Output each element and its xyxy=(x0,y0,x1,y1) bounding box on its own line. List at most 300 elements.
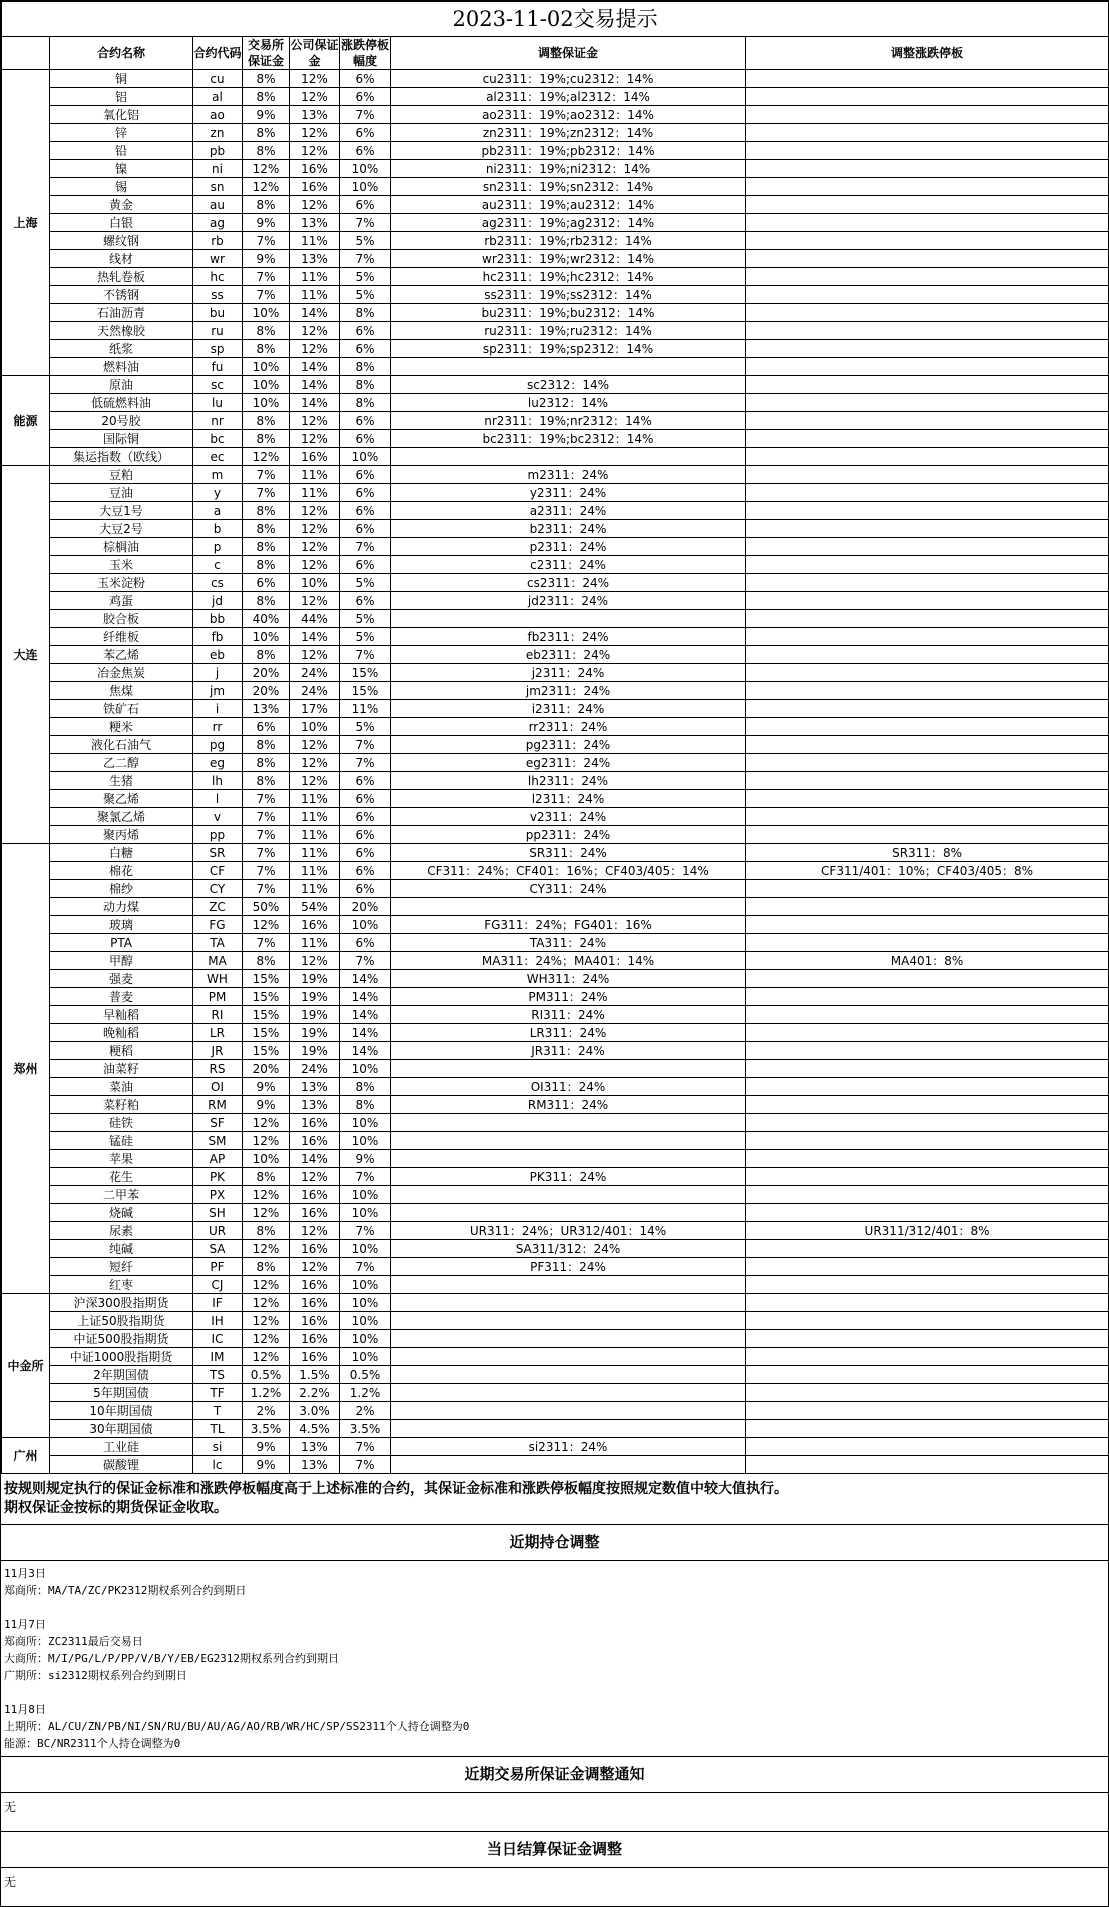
contract-name-cell: 上证50股指期货 xyxy=(50,1312,193,1330)
adjust-limit-cell xyxy=(746,718,1109,736)
adjust-limit-cell xyxy=(746,520,1109,538)
adjust-margin-cell: PF311：24% xyxy=(391,1258,746,1276)
table-row xyxy=(2,1420,1109,1438)
contract-code-cell: IF xyxy=(193,1294,243,1312)
contract-code-cell: OI xyxy=(193,1078,243,1096)
contract-name-cell: 玉米 xyxy=(50,556,193,574)
exchange-margin-cell: 8% xyxy=(243,142,290,160)
adjust-limit-cell xyxy=(746,1006,1109,1024)
limit-cell: 7% xyxy=(340,736,391,754)
table-row xyxy=(2,1114,1109,1132)
limit-cell: 14% xyxy=(340,988,391,1006)
company-margin-cell: 16% xyxy=(290,1348,340,1366)
company-margin-cell: 12% xyxy=(290,124,340,142)
table-row xyxy=(2,1240,1109,1258)
contract-code-cell: MA xyxy=(193,952,243,970)
exchange-margin-cell: 7% xyxy=(243,880,290,898)
exchange-margin-cell: 9% xyxy=(243,1078,290,1096)
exchange-margin-cell: 12% xyxy=(243,1114,290,1132)
company-margin-cell: 16% xyxy=(290,1114,340,1132)
table-row xyxy=(2,1276,1109,1294)
contract-name-cell: 沪深300股指期货 xyxy=(50,1294,193,1312)
company-margin-cell: 13% xyxy=(290,1096,340,1114)
exchange-margin-cell: 12% xyxy=(243,1204,290,1222)
table-row xyxy=(2,124,1109,142)
table-row xyxy=(2,1132,1109,1150)
exchange-margin-cell: 15% xyxy=(243,1042,290,1060)
adjust-margin-cell: PK311：24% xyxy=(391,1168,746,1186)
table-row xyxy=(2,538,1109,556)
limit-cell: 6% xyxy=(340,880,391,898)
table-row xyxy=(2,556,1109,574)
company-margin-cell: 19% xyxy=(290,988,340,1006)
adjust-limit-cell xyxy=(746,286,1109,304)
company-margin-cell: 44% xyxy=(290,610,340,628)
contract-code-cell: ru xyxy=(193,322,243,340)
adjust-margin-cell: RI311：24% xyxy=(391,1006,746,1024)
adjust-limit-cell xyxy=(746,916,1109,934)
table-row xyxy=(2,358,1109,376)
limit-cell: 10% xyxy=(340,160,391,178)
adjust-margin-cell: jd2311：24% xyxy=(391,592,746,610)
adjust-margin-cell: lu2312：14% xyxy=(391,394,746,412)
adjust-margin-cell: LR311：24% xyxy=(391,1024,746,1042)
table-row xyxy=(2,790,1109,808)
contract-code-cell: RI xyxy=(193,1006,243,1024)
contract-name-cell: 甲醇 xyxy=(50,952,193,970)
exchange-margin-cell: 8% xyxy=(243,556,290,574)
contract-code-cell: eb xyxy=(193,646,243,664)
table-row xyxy=(2,574,1109,592)
table-row xyxy=(2,736,1109,754)
company-margin-cell: 14% xyxy=(290,376,340,394)
adjust-limit-cell xyxy=(746,1024,1109,1042)
company-margin-cell: 12% xyxy=(290,772,340,790)
adjust-margin-cell: al2311：19%;al2312：14% xyxy=(391,88,746,106)
exchange-margin-cell: 9% xyxy=(243,1096,290,1114)
adjust-margin-cell: rb2311：19%;rb2312：14% xyxy=(391,232,746,250)
adjust-limit-cell xyxy=(746,682,1109,700)
exchange-margin-cell: 8% xyxy=(243,340,290,358)
adjust-margin-cell: RM311：24% xyxy=(391,1096,746,1114)
contract-name-cell: 螺纹钢 xyxy=(50,232,193,250)
table-row xyxy=(2,682,1109,700)
exchange-margin-cell: 0.5% xyxy=(243,1366,290,1384)
adjust-limit-cell xyxy=(746,70,1109,88)
company-margin-cell: 11% xyxy=(290,484,340,502)
contract-code-cell: sc xyxy=(193,376,243,394)
contract-name-cell: 棕榈油 xyxy=(50,538,193,556)
adjust-margin-cell xyxy=(391,1384,746,1402)
contract-name-cell: 原油 xyxy=(50,376,193,394)
exchange-margin-cell: 9% xyxy=(243,214,290,232)
contract-name-cell: 粳稻 xyxy=(50,1042,193,1060)
adjust-margin-cell: cs2311：24% xyxy=(391,574,746,592)
contract-name-cell: 二甲苯 xyxy=(50,1186,193,1204)
table-row xyxy=(2,1366,1109,1384)
table-row xyxy=(2,1312,1109,1330)
adjust-limit-cell xyxy=(746,1276,1109,1294)
company-margin-cell: 11% xyxy=(290,844,340,862)
company-margin-cell: 16% xyxy=(290,160,340,178)
company-margin-cell: 4.5% xyxy=(290,1420,340,1438)
company-margin-cell: 14% xyxy=(290,304,340,322)
company-margin-cell: 16% xyxy=(290,1294,340,1312)
exchange-margin-cell: 8% xyxy=(243,538,290,556)
contract-name-cell: 花生 xyxy=(50,1168,193,1186)
company-margin-cell: 12% xyxy=(290,142,340,160)
contract-name-cell: 热轧卷板 xyxy=(50,268,193,286)
company-margin-cell: 19% xyxy=(290,1042,340,1060)
contract-name-cell: 油菜籽 xyxy=(50,1060,193,1078)
rule-note-line-2: 期权保证金按标的期货保证金收取。 xyxy=(4,1500,228,1516)
adjust-margin-cell: CY311：24% xyxy=(391,880,746,898)
adjust-margin-cell: sp2311：19%;sp2312：14% xyxy=(391,340,746,358)
adjust-margin-cell: p2311：24% xyxy=(391,538,746,556)
adjust-limit-cell xyxy=(746,1240,1109,1258)
table-row xyxy=(2,88,1109,106)
limit-cell: 6% xyxy=(340,592,391,610)
adjust-margin-cell: au2311：19%;au2312：14% xyxy=(391,196,746,214)
adjust-limit-cell xyxy=(746,448,1109,466)
contract-name-cell: 红枣 xyxy=(50,1276,193,1294)
adjust-limit-cell xyxy=(746,1096,1109,1114)
adjust-limit-cell xyxy=(746,826,1109,844)
adjust-limit-cell xyxy=(746,358,1109,376)
limit-cell: 10% xyxy=(340,1186,391,1204)
contract-code-cell: PX xyxy=(193,1186,243,1204)
table-header-row xyxy=(2,37,1109,70)
contract-code-cell: au xyxy=(193,196,243,214)
company-margin-cell: 12% xyxy=(290,952,340,970)
exchange-group-label: 能源 xyxy=(2,376,50,466)
adjust-margin-cell: JR311：24% xyxy=(391,1042,746,1060)
adjust-margin-cell: cu2311：19%;cu2312：14% xyxy=(391,70,746,88)
adjust-limit-cell xyxy=(746,1114,1109,1132)
contract-name-cell: 聚氯乙烯 xyxy=(50,808,193,826)
contract-name-cell: 燃料油 xyxy=(50,358,193,376)
table-row xyxy=(2,1348,1109,1366)
adjust-limit-cell xyxy=(746,1078,1109,1096)
adjust-margin-cell xyxy=(391,1294,746,1312)
company-margin-cell: 12% xyxy=(290,556,340,574)
contract-name-cell: 晚籼稻 xyxy=(50,1024,193,1042)
company-margin-cell: 11% xyxy=(290,232,340,250)
limit-cell: 6% xyxy=(340,430,391,448)
exchange-margin-cell: 7% xyxy=(243,466,290,484)
company-margin-cell: 12% xyxy=(290,322,340,340)
contract-name-cell: 工业硅 xyxy=(50,1438,193,1456)
company-margin-cell: 12% xyxy=(290,520,340,538)
limit-cell: 5% xyxy=(340,232,391,250)
limit-cell: 8% xyxy=(340,394,391,412)
exchange-margin-cell: 20% xyxy=(243,682,290,700)
exchange-margin-cell: 8% xyxy=(243,520,290,538)
contract-name-cell: 大豆1号 xyxy=(50,502,193,520)
exchange-margin-cell: 7% xyxy=(243,826,290,844)
company-margin-cell: 2.2% xyxy=(290,1384,340,1402)
header-adjust-margin: 调整保证金 xyxy=(391,37,746,70)
table-row xyxy=(2,934,1109,952)
adjust-limit-cell xyxy=(746,502,1109,520)
company-margin-cell: 24% xyxy=(290,1060,340,1078)
contract-code-cell: RS xyxy=(193,1060,243,1078)
contract-code-cell: cu xyxy=(193,70,243,88)
table-row xyxy=(2,592,1109,610)
table-row xyxy=(2,376,1109,394)
table-row xyxy=(2,1204,1109,1222)
adjust-margin-cell xyxy=(391,1330,746,1348)
adjust-margin-cell: ao2311：19%;ao2312：14% xyxy=(391,106,746,124)
limit-cell: 7% xyxy=(340,1438,391,1456)
company-margin-cell: 12% xyxy=(290,88,340,106)
contract-name-cell: 豆粕 xyxy=(50,466,193,484)
table-row xyxy=(2,160,1109,178)
limit-cell: 7% xyxy=(340,106,391,124)
contract-code-cell: p xyxy=(193,538,243,556)
adjust-margin-cell xyxy=(391,1420,746,1438)
company-margin-cell: 16% xyxy=(290,1240,340,1258)
table-row xyxy=(2,232,1109,250)
adjust-limit-cell: CF311/401：10%；CF403/405：8% xyxy=(746,862,1109,880)
exchange-margin-cell: 7% xyxy=(243,790,290,808)
company-margin-cell: 13% xyxy=(290,214,340,232)
adjust-margin-cell: sn2311：19%;sn2312：14% xyxy=(391,178,746,196)
contract-code-cell: T xyxy=(193,1402,243,1420)
adjust-limit-cell xyxy=(746,1042,1109,1060)
table-row xyxy=(2,70,1109,88)
company-margin-cell: 13% xyxy=(290,1078,340,1096)
contract-name-cell: 集运指数（欧线） xyxy=(50,448,193,466)
adjust-margin-cell: UR311：24%；UR312/401：14% xyxy=(391,1222,746,1240)
limit-cell: 20% xyxy=(340,898,391,916)
table-row xyxy=(2,754,1109,772)
table-row xyxy=(2,898,1109,916)
limit-cell: 6% xyxy=(340,340,391,358)
adjust-limit-cell xyxy=(746,1294,1109,1312)
contract-name-cell: 线材 xyxy=(50,250,193,268)
contract-code-cell: jd xyxy=(193,592,243,610)
limit-cell: 7% xyxy=(340,1222,391,1240)
adjust-margin-cell xyxy=(391,358,746,376)
company-margin-cell: 16% xyxy=(290,916,340,934)
table-row xyxy=(2,826,1109,844)
limit-cell: 7% xyxy=(340,1168,391,1186)
adjust-limit-cell xyxy=(746,412,1109,430)
company-margin-cell: 1.5% xyxy=(290,1366,340,1384)
exchange-margin-cell: 8% xyxy=(243,772,290,790)
contract-name-cell: 国际铜 xyxy=(50,430,193,448)
adjust-margin-cell: rr2311：24% xyxy=(391,718,746,736)
adjust-margin-cell: y2311：24% xyxy=(391,484,746,502)
table-row xyxy=(2,664,1109,682)
adjust-limit-cell xyxy=(746,322,1109,340)
position-adjust-line: 上期所：AL/CU/ZN/PB/NI/SN/RU/BU/AU/AG/AO/RB/WR/HC/SP/SS2311个人持仓调整为0 xyxy=(4,1720,470,1733)
contract-name-cell: PTA xyxy=(50,934,193,952)
contract-name-cell: 中证500股指期货 xyxy=(50,1330,193,1348)
contract-name-cell: 棉纱 xyxy=(50,880,193,898)
table-row xyxy=(2,250,1109,268)
adjust-limit-cell xyxy=(746,880,1109,898)
exchange-margin-cell: 15% xyxy=(243,970,290,988)
company-margin-cell: 19% xyxy=(290,1006,340,1024)
adjust-limit-cell xyxy=(746,610,1109,628)
adjust-margin-cell xyxy=(391,610,746,628)
adjust-limit-cell xyxy=(746,340,1109,358)
contract-code-cell: ao xyxy=(193,106,243,124)
exchange-margin-cell: 15% xyxy=(243,988,290,1006)
limit-cell: 14% xyxy=(340,1042,391,1060)
adjust-margin-cell xyxy=(391,1060,746,1078)
adjust-margin-cell xyxy=(391,1312,746,1330)
limit-cell: 5% xyxy=(340,628,391,646)
adjust-limit-cell xyxy=(746,484,1109,502)
position-adjust-date: 11月8日 xyxy=(4,1703,46,1716)
limit-cell: 6% xyxy=(340,412,391,430)
limit-cell: 6% xyxy=(340,196,391,214)
contract-code-cell: lh xyxy=(193,772,243,790)
contract-name-cell: 纯碱 xyxy=(50,1240,193,1258)
header-limit: 涨跌停板幅度 xyxy=(340,38,389,68)
contract-code-cell: TS xyxy=(193,1366,243,1384)
table-row xyxy=(2,1294,1109,1312)
contract-name-cell: 烧碱 xyxy=(50,1204,193,1222)
contract-code-cell: lc xyxy=(193,1456,243,1474)
company-margin-cell: 11% xyxy=(290,934,340,952)
table-row xyxy=(2,142,1109,160)
contract-code-cell: UR xyxy=(193,1222,243,1240)
adjust-limit-cell xyxy=(746,1438,1109,1456)
company-margin-cell: 3.0% xyxy=(290,1402,340,1420)
settlement-margin-title: 当日结算保证金调整 xyxy=(1,1832,1108,1868)
table-row xyxy=(2,196,1109,214)
company-margin-cell: 12% xyxy=(290,1222,340,1240)
contract-code-cell: IC xyxy=(193,1330,243,1348)
table-row xyxy=(2,1330,1109,1348)
adjust-margin-cell: SA311/312：24% xyxy=(391,1240,746,1258)
table-row xyxy=(2,304,1109,322)
exchange-margin-cell: 12% xyxy=(243,1186,290,1204)
limit-cell: 5% xyxy=(340,718,391,736)
header-exchange xyxy=(2,37,50,70)
contract-code-cell: JR xyxy=(193,1042,243,1060)
limit-cell: 8% xyxy=(340,358,391,376)
adjust-margin-cell: eg2311：24% xyxy=(391,754,746,772)
adjust-margin-cell: OI311：24% xyxy=(391,1078,746,1096)
exchange-margin-cell: 7% xyxy=(243,862,290,880)
contract-code-cell: v xyxy=(193,808,243,826)
exchange-margin-cell: 8% xyxy=(243,1258,290,1276)
table-row xyxy=(2,1222,1109,1240)
company-margin-cell: 14% xyxy=(290,358,340,376)
contract-code-cell: IH xyxy=(193,1312,243,1330)
exchange-margin-cell: 8% xyxy=(243,430,290,448)
company-margin-cell: 14% xyxy=(290,394,340,412)
table-row xyxy=(2,718,1109,736)
table-row xyxy=(2,1168,1109,1186)
adjust-margin-cell xyxy=(391,1186,746,1204)
adjust-limit-cell xyxy=(746,214,1109,232)
contract-name-cell: 聚乙烯 xyxy=(50,790,193,808)
company-margin-cell: 11% xyxy=(290,808,340,826)
limit-cell: 6% xyxy=(340,88,391,106)
limit-cell: 1.2% xyxy=(340,1384,391,1402)
adjust-margin-cell: m2311：24% xyxy=(391,466,746,484)
company-margin-cell: 54% xyxy=(290,898,340,916)
exchange-margin-cell: 13% xyxy=(243,700,290,718)
company-margin-cell: 12% xyxy=(290,1258,340,1276)
exchange-margin-cell: 12% xyxy=(243,1312,290,1330)
limit-cell: 7% xyxy=(340,538,391,556)
adjust-margin-cell: jm2311：24% xyxy=(391,682,746,700)
exchange-margin-cell: 10% xyxy=(243,628,290,646)
contract-code-cell: AP xyxy=(193,1150,243,1168)
company-margin-cell: 17% xyxy=(290,700,340,718)
contract-code-cell: TA xyxy=(193,934,243,952)
exchange-margin-cell: 2% xyxy=(243,1402,290,1420)
exchange-margin-cell: 3.5% xyxy=(243,1420,290,1438)
contract-name-cell: 黄金 xyxy=(50,196,193,214)
contract-code-cell: rr xyxy=(193,718,243,736)
adjust-limit-cell xyxy=(746,934,1109,952)
contract-code-cell: ss xyxy=(193,286,243,304)
table-row xyxy=(2,1006,1109,1024)
contract-code-cell: lu xyxy=(193,394,243,412)
company-margin-cell: 11% xyxy=(290,826,340,844)
company-margin-cell: 11% xyxy=(290,286,340,304)
contract-code-cell: sp xyxy=(193,340,243,358)
table-row xyxy=(2,448,1109,466)
position-adjust-line: 郑商所：ZC2311最后交易日 xyxy=(4,1635,143,1648)
adjust-limit-cell xyxy=(746,1402,1109,1420)
contract-code-cell: CJ xyxy=(193,1276,243,1294)
adjust-limit-cell xyxy=(746,88,1109,106)
contract-code-cell: SR xyxy=(193,844,243,862)
adjust-limit-cell: SR311：8% xyxy=(746,844,1109,862)
limit-cell: 15% xyxy=(340,664,391,682)
adjust-margin-cell: bc2311：19%;bc2312：14% xyxy=(391,430,746,448)
adjust-limit-cell xyxy=(746,1348,1109,1366)
company-margin-cell: 12% xyxy=(290,430,340,448)
table-row xyxy=(2,214,1109,232)
company-margin-cell: 13% xyxy=(290,1438,340,1456)
table-row xyxy=(2,952,1109,970)
contract-name-cell: 白银 xyxy=(50,214,193,232)
contract-code-cell: SA xyxy=(193,1240,243,1258)
contract-code-cell: m xyxy=(193,466,243,484)
adjust-margin-cell: WH311：24% xyxy=(391,970,746,988)
adjust-limit-cell xyxy=(746,178,1109,196)
adjust-margin-cell xyxy=(391,1276,746,1294)
table-row xyxy=(2,772,1109,790)
company-margin-cell: 16% xyxy=(290,1186,340,1204)
adjust-margin-cell: hc2311：19%;hc2312：14% xyxy=(391,268,746,286)
contract-code-cell: WH xyxy=(193,970,243,988)
adjust-limit-cell xyxy=(746,232,1109,250)
contract-name-cell: 普麦 xyxy=(50,988,193,1006)
table-row xyxy=(2,808,1109,826)
spacer xyxy=(4,1599,1105,1616)
adjust-margin-cell: SR311：24% xyxy=(391,844,746,862)
contract-name-cell: 尿素 xyxy=(50,1222,193,1240)
company-margin-cell: 19% xyxy=(290,1024,340,1042)
adjust-limit-cell xyxy=(746,196,1109,214)
contract-code-cell: hc xyxy=(193,268,243,286)
exchange-margin-cell: 9% xyxy=(243,1438,290,1456)
contract-name-cell: 镍 xyxy=(50,160,193,178)
adjust-limit-cell xyxy=(746,556,1109,574)
exchange-margin-cell: 6% xyxy=(243,574,290,592)
